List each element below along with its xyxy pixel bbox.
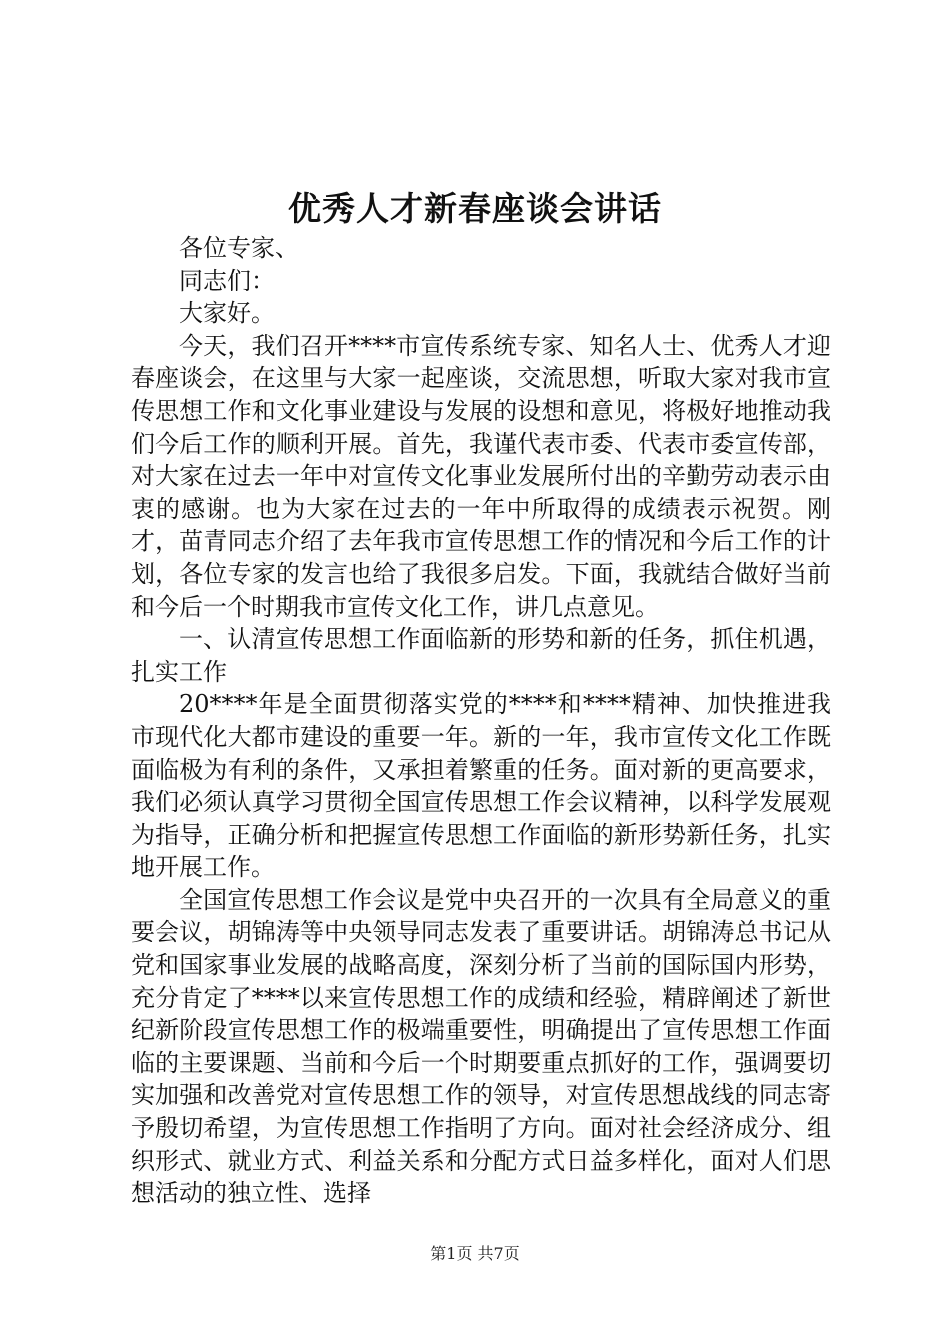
section-heading: 一、认清宣传思想工作面临新的形势和新的任务，抓住机遇，扎实工作 [131, 625, 831, 686]
salutation-line: 各位专家、 [179, 234, 299, 262]
body-paragraph: 20****年是全面贯彻落实党的****和****精神、加快推进我市现代化大都市建设的重要一年。新的一年，我市宣传文化工作既面临极为有利的条件，又承担着繁重的任务。面对新的更高要求，我们必须认真学习贯彻全国宣传思想工作会议精神，以科学发展观为指导，正确分析和把握宣传思想工作面临的新形势新任务，扎实地开展工作。 [131, 690, 831, 882]
greeting-line: 大家好。 [179, 299, 275, 328]
salutation-line: 同志们： [179, 266, 275, 295]
page-number-footer: 第1页 共7页 [430, 1244, 520, 1263]
document-body [131, 210, 831, 1210]
body-paragraph: 全国宣传思想工作会议是党中央召开的一次具有全局意义的重要会议，胡锦涛等中央领导同志发表了重要讲话。胡锦涛总书记从党和国家事业发展的战略高度，深刻分析了当前的国际国内形势，充分肯定了****以来宣传思想工作的成绩和经验，精辟阐述了新世纪新阶段宣传思想工作的极端重要性，明确提出了宣传思想工作面临的主要课题、当前和今后一个时期要重点抓好的工作，强调要切实加强和改善党对宣传思想工作的领导，对宣传思想战线的同志寄予殷切希望，为宣传思想工作指明了方向。面对社会经济成分、组织形式、就业方式、利益关系和分配方式日益多样化，面对人们思想活动的独立性、选择 [131, 885, 831, 1208]
document-title: 优秀人才新春座谈会讲话 [288, 189, 662, 228]
body-paragraph: 今天，我们召开****市宣传系统专家、知名人士、优秀人才迎春座谈会，在这里与大家一起座谈，交流思想，听取大家对我市宣传思想工作和文化事业建设与发展的设想和意见，将极好地推动我们今后工作的顺利开展。首先，我谨代表市委、代表市委宣传部，对大家在过去一年中对宣传文化事业发展所付出的辛勤劳动表示由衷的感谢。也为大家在过去的一年中所取得的成绩表示祝贺。刚才，苗青同志介绍了去年我市宣传思想工作的情况和今后工作的计划，各位专家的发言也给了我很多启发。下面，我就结合做好当前和今后一个时期我市宣传文化工作，讲几点意见。 [131, 331, 831, 621]
